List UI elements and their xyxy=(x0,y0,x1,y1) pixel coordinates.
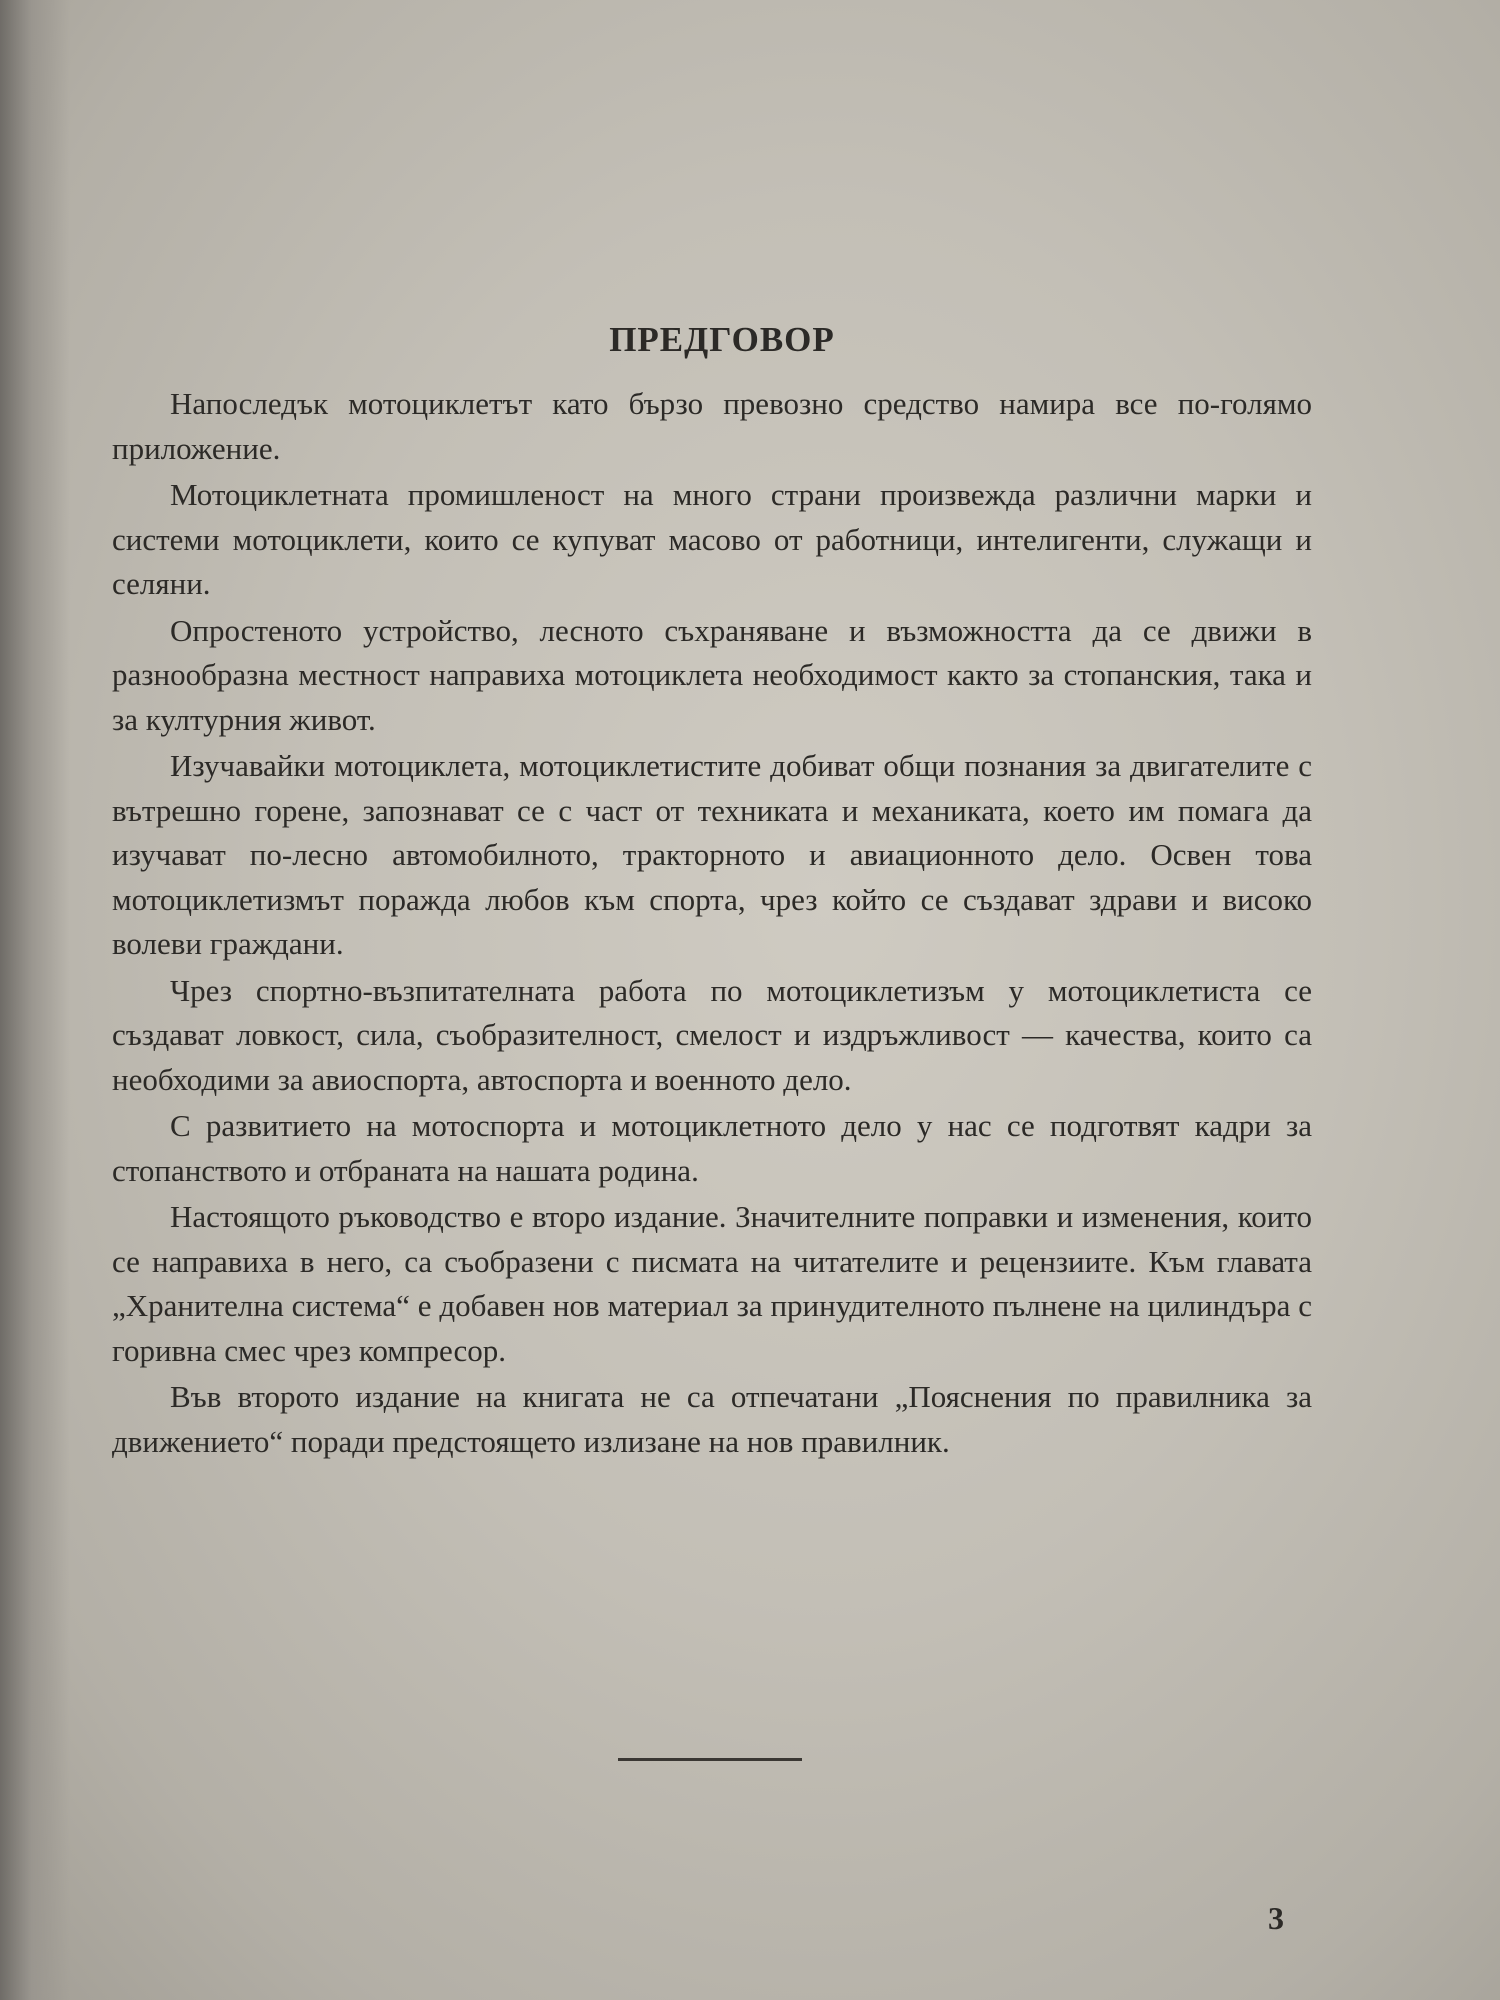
paragraph-5: Чрез спортно-възпитателната работа по мотоциклетизъм у мотоциклетиста се създават ловкост, сила, съобразителност, смелост и издръжливост — качества, които са необходими за авиоспорта, автоспорта и военното дело. xyxy=(112,972,1312,1097)
paragraph-4: Изучавайки мотоциклета, мотоциклетистите добиват общи познания за двигателите с вътрешно горене, запознават се с част от техниката и механиката, което им помага да изучават по-лесно автомобилното, тракторното и авиационното дело. Освен това мотоциклетизмът поражда любов към спорта, чрез който се създават здрави и високо волеви граждани. xyxy=(112,748,1312,961)
paragraph-6: С развитието на мотоспорта и мотоциклетното дело у нас се подготвят кадри за стопанството и отбраната на нашата родина. xyxy=(112,1108,1312,1188)
page-number: 3 xyxy=(1268,1900,1284,1936)
paragraph-3: Опростеното устройство, лесното съхраняване и възможността да се движи в разнообразна местност направиха мотоциклета необходимост както за стопанския, така и за културния живот. xyxy=(112,612,1312,737)
paragraph-2: Мотоциклетната промишленост на много страни произвежда различни марки и системи мотоциклети, които се купуват масово от работници, интелигенти, служащи и селяни. xyxy=(112,477,1312,601)
paragraph-7: Настоящото ръководство е второ издание. Значителните поправки и изменения, които се направиха в него, са съобразени с писмата на читателите и рецензиите. Към главата „Хранителна система“ е добавен нов материал за принудителното пълнене на цилиндъра с горивна смес чрез компресор. xyxy=(112,1199,1312,1368)
page-title: ПРЕДГОВОР xyxy=(609,320,835,359)
preface-text-block xyxy=(112,320,1312,1466)
paragraph-8: Във второто издание на книгата не са отпечатани „Пояснения по правилника за движението“ поради предстоящето излизане на нов правилник. xyxy=(112,1379,1312,1459)
paragraph-1: Напоследък мотоциклетът като бързо превозно средство намира все по-голямо приложение. xyxy=(112,386,1312,466)
section-divider xyxy=(622,1758,802,1761)
spine-shadow xyxy=(0,0,70,2000)
